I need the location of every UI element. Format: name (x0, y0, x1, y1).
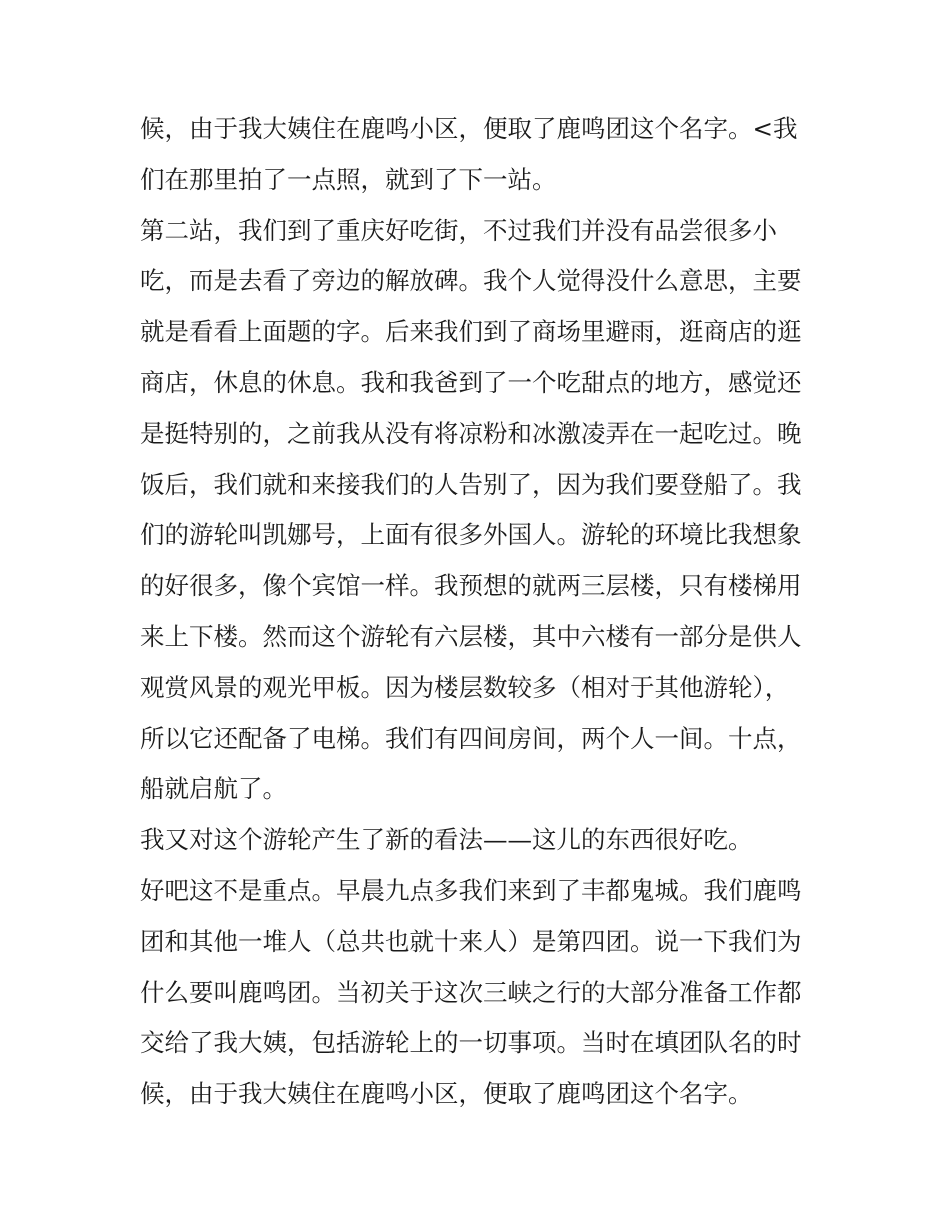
text-line: 们的游轮叫凯娜号，上面有很多外国人。游轮的环境比我想象 (140, 520, 802, 550)
text-line: 好吧这不是重点。早晨九点多我们来到了丰都鬼城。我们鹿鸣 (140, 875, 802, 905)
text-line: 第二站，我们到了重庆好吃街，不过我们并没有品尝很多小 (140, 215, 777, 245)
text-line: 所以它还配备了电梯。我们有四间房间，两个人一间。十点， (140, 723, 802, 753)
body-text (140, 104, 820, 1120)
text-line: 就是看看上面题的字。后来我们到了商场里避雨，逛商店的逛 (140, 317, 802, 347)
text-line: 来上下楼。然而这个游轮有六层楼，其中六楼有一部分是供人 (140, 621, 802, 651)
text-line: 是挺特别的，之前我从没有将凉粉和冰激凌弄在一起吃过。晚 (140, 418, 802, 448)
text-line: 我又对这个游轮产生了新的看法——这儿的东西很好吃。 (140, 825, 753, 855)
text-line: 候，由于我大姨住在鹿鸣小区，便取了鹿鸣团这个名字。<我 (140, 114, 798, 143)
text-line: 船就启航了。 (140, 774, 287, 804)
text-line: 饭后，我们就和来接我们的人告别了，因为我们要登船了。我 (140, 469, 802, 499)
text-line: 的好很多，像个宾馆一样。我预想的就两三层楼，只有楼梯用 (140, 571, 802, 601)
text-line: 观赏风景的观光甲板。因为楼层数较多（相对于其他游轮）， (140, 672, 790, 702)
text-line: 们在那里拍了一点照，就到了下一站。 (140, 164, 557, 194)
text-line: 团和其他一堆人（总共也就十来人）是第四团。说一下我们为 (140, 926, 802, 956)
text-line: 商店，休息的休息。我和我爸到了一个吃甜点的地方，感觉还 (140, 367, 802, 397)
text-line: 什么要叫鹿鸣团。当初关于这次三峡之行的大部分准备工作都 (140, 977, 802, 1007)
text-line: 交给了我大姨，包括游轮上的一切事项。当时在填团队名的时 (140, 1028, 802, 1058)
text-line: 吃，而是去看了旁边的解放碑。我个人觉得没什么意思，主要 (140, 266, 802, 296)
text-line: 候，由于我大姨住在鹿鸣小区，便取了鹿鸣团这个名字。 (140, 1079, 753, 1109)
